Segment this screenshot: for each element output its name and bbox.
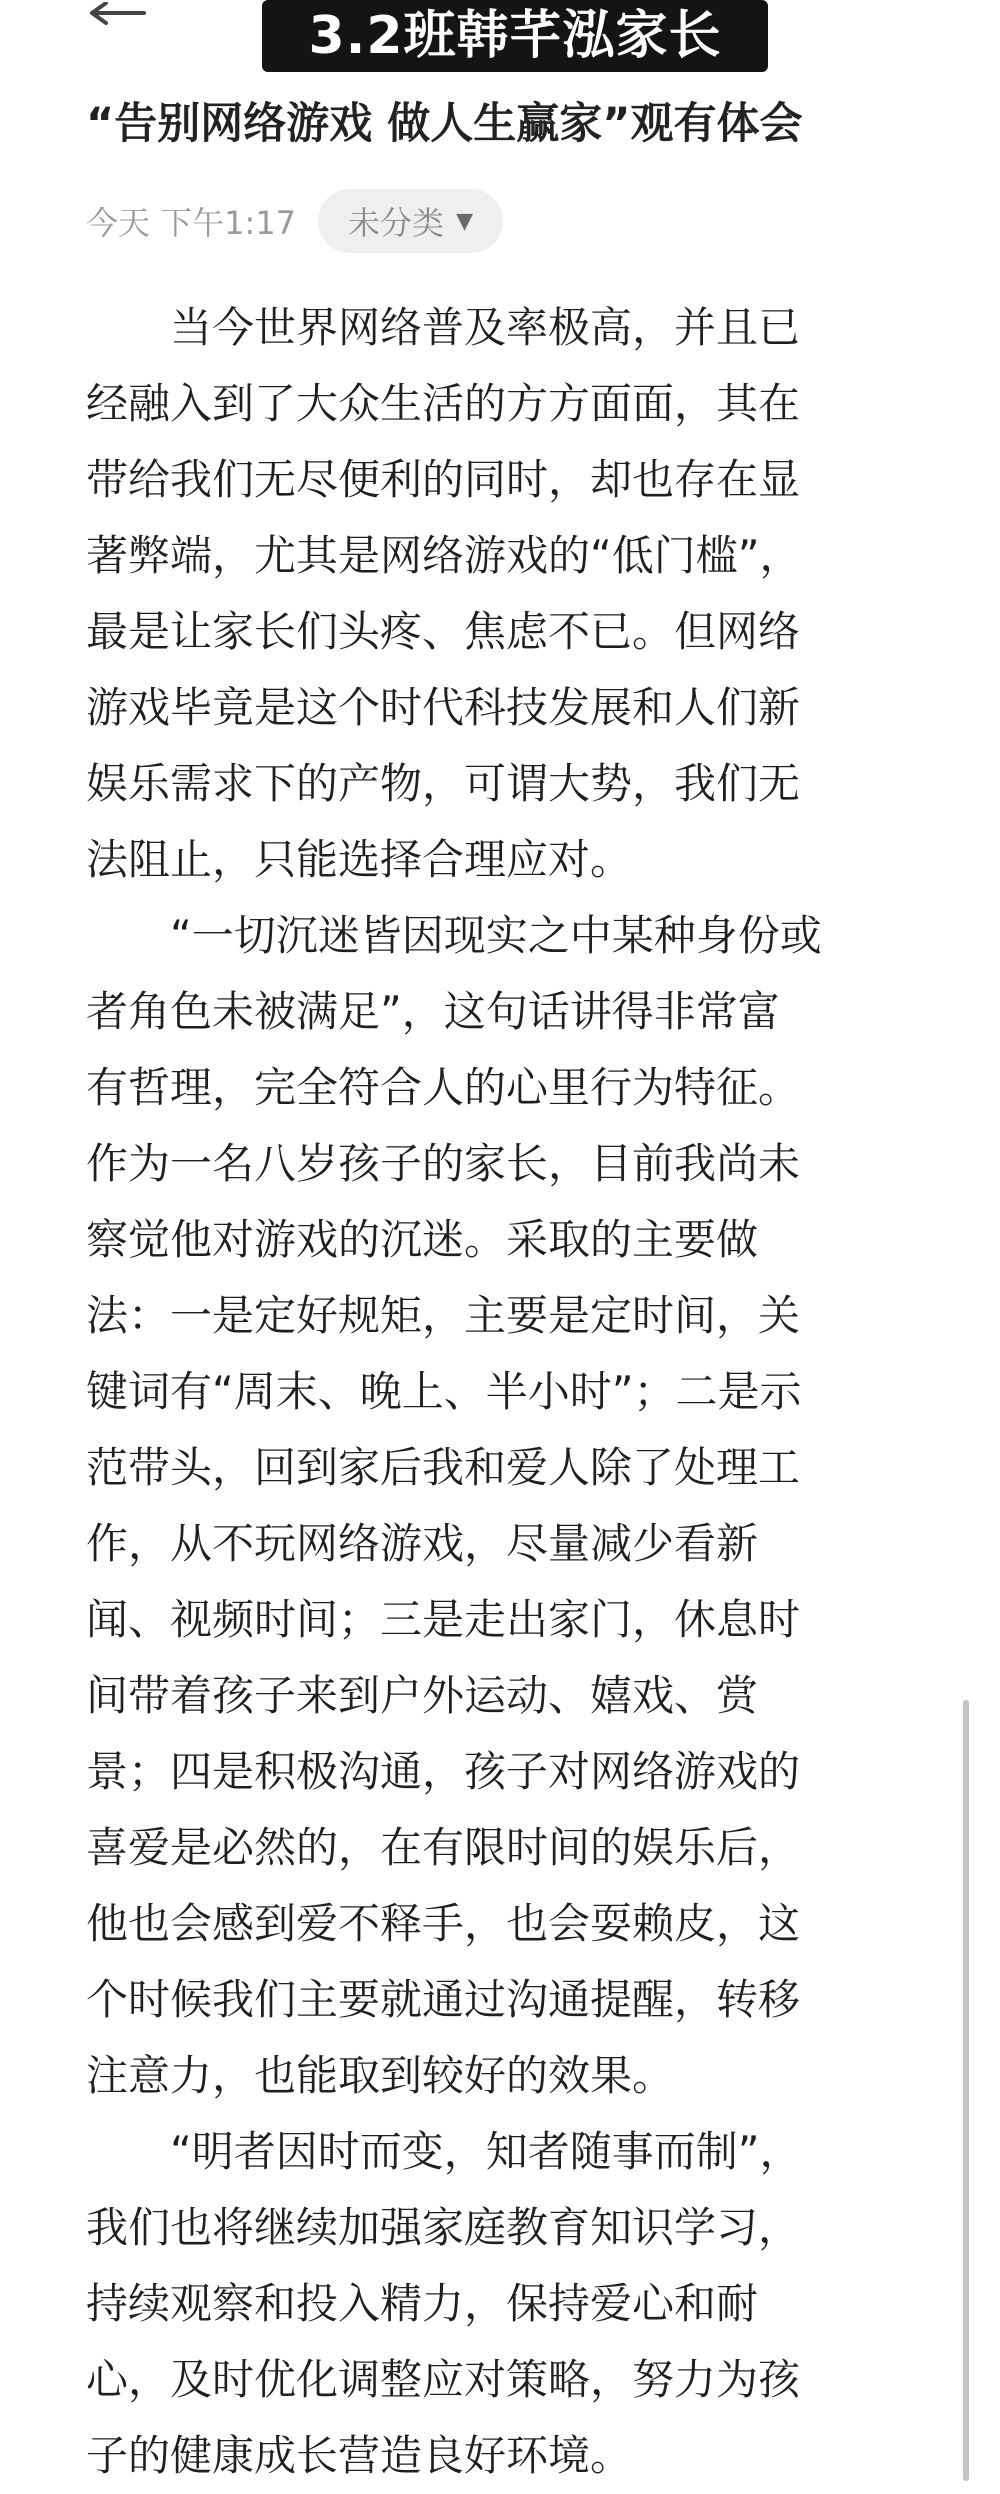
text-line: 闻、视频时间；三是走出家门，休息时: [86, 1595, 801, 1644]
text-line: 我们也将继续加强家庭教育知识学习，: [86, 2203, 801, 2252]
text-line: 持续观察和投入精力，保持爱心和耐: [86, 2279, 759, 2328]
text-line: 子的健康成长营造良好环境。: [86, 2431, 633, 2480]
caret-down-icon: ▼: [456, 208, 473, 234]
text-line: 景；四是积极沟通，孩子对网络游戏的: [86, 1747, 801, 1796]
text-line: “明者因时而变，知者随事而制”，: [86, 2127, 802, 2176]
scrollbar-thumb[interactable]: [963, 1700, 969, 2481]
text-line: 心，及时优化调整应对策略，努力为孩: [86, 2355, 801, 2404]
paragraph-1: [86, 290, 916, 898]
text-line: 当今世界网络普及率极高，并且已: [86, 303, 801, 352]
overlay-caption: 3.2班韩芊泓家长: [262, 0, 768, 72]
text-line: 法阻止，只能选择合理应对。: [86, 835, 633, 884]
text-line: “一切沉迷皆因现实之中某种身份或: [86, 911, 822, 960]
text-line: 有哲理，完全符合人的心里行为特征。: [86, 1063, 801, 1112]
text-line: 键词有“周末、晚上、半小时”；二是示: [86, 1367, 802, 1416]
article-title: “告别网络游戏 做人生赢家”观有体会: [86, 99, 803, 149]
text-line: 最是让家长们头疼、焦虑不已。但网络: [86, 607, 801, 656]
post-time: 今天 下午1:17: [86, 204, 297, 242]
paragraph-3: [86, 2114, 916, 2494]
text-line: 经融入到了大众生活的方方面面，其在: [86, 379, 801, 428]
text-line: 察觉他对游戏的沉迷。采取的主要做: [86, 1215, 759, 1264]
text-line: 作为一名八岁孩子的家长，目前我尚未: [86, 1139, 801, 1188]
text-line: 娱乐需求下的产物，可谓大势，我们无: [86, 759, 801, 808]
text-line: 者角色未被满足”，这句话讲得非常富: [86, 987, 780, 1036]
category-label: 未分类: [348, 204, 445, 242]
text-line: 著弊端，尤其是网络游戏的“低门槛”，: [86, 531, 802, 580]
paragraph-2: [86, 898, 916, 2114]
text-line: 法：一是定好规矩，主要是定时间，关: [86, 1291, 801, 1340]
text-line: 游戏毕竟是这个时代科技发展和人们新: [86, 683, 801, 732]
meta-row: [86, 188, 503, 254]
text-line: 个时候我们主要就通过沟通提醒，转移: [86, 1975, 801, 2024]
text-line: 带给我们无尽便利的同时，却也存在显: [86, 455, 801, 504]
text-line: 他也会感到爱不释手，也会耍赖皮，这: [86, 1899, 801, 1948]
category-dropdown[interactable]: [318, 189, 503, 253]
text-line: 间带着孩子来到户外运动、嬉戏、赏: [86, 1671, 759, 1720]
text-line: 喜爱是必然的，在有限时间的娱乐后，: [86, 1823, 801, 1872]
back-arrow-icon[interactable]: [86, 2, 146, 36]
text-line: 范带头，回到家后我和爱人除了处理工: [86, 1443, 801, 1492]
text-line: 作，从不玩网络游戏，尽量减少看新: [86, 1519, 759, 1568]
text-line: 注意力，也能取到较好的效果。: [86, 2051, 675, 2100]
